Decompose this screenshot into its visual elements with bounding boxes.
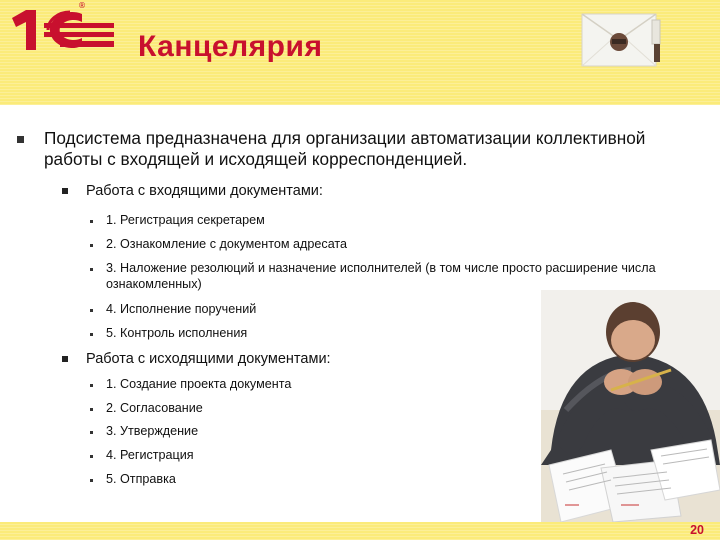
stressed-worker-photo xyxy=(541,290,720,522)
outgoing-heading: Работа с исходящими документами: xyxy=(86,351,331,367)
outgoing-item: 5. Отправка xyxy=(106,472,176,486)
incoming-item: 1. Регистрация секретарем xyxy=(106,213,265,227)
outgoing-item: 4. Регистрация xyxy=(106,448,194,462)
incoming-item: 3. Наложение резолюций и назначение исполнителей (в том числе просто расширение числа ознакомленных) xyxy=(106,261,656,291)
bullet-dot xyxy=(90,220,93,223)
page-number: 20 xyxy=(690,523,704,537)
incoming-item: 5. Контроль исполнения xyxy=(106,326,248,340)
bullet-dot xyxy=(90,244,93,247)
bullet-square xyxy=(62,356,68,362)
intro-text: Подсистема предназначена для организации автоматизации коллективной работы с входящей и исходящей корреспонденцией. xyxy=(44,128,646,169)
bullet-square xyxy=(17,136,24,143)
incoming-item: 4. Исполнение поручений xyxy=(106,302,257,316)
bullet-dot xyxy=(90,384,93,387)
incoming-item: 2. Ознакомление с документом адресата xyxy=(106,237,348,251)
registered-mark: ® xyxy=(78,1,86,10)
bullet-dot xyxy=(90,333,93,336)
bullet-dot xyxy=(90,268,93,271)
bullet-dot xyxy=(90,455,93,458)
page-title: Канцелярия xyxy=(138,30,323,63)
outgoing-item: 1. Создание проекта документа xyxy=(106,377,292,391)
outgoing-item: 3. Утверждение xyxy=(106,424,199,438)
footer-band xyxy=(0,522,720,540)
bullet-dot xyxy=(90,408,93,411)
bullet-square xyxy=(62,188,68,194)
bullet-dot xyxy=(90,431,93,434)
bullet-dot xyxy=(90,479,93,482)
incoming-heading: Работа с входящими документами: xyxy=(86,183,323,199)
outgoing-item: 2. Согласование xyxy=(106,401,203,415)
bullet-dot xyxy=(90,309,93,312)
